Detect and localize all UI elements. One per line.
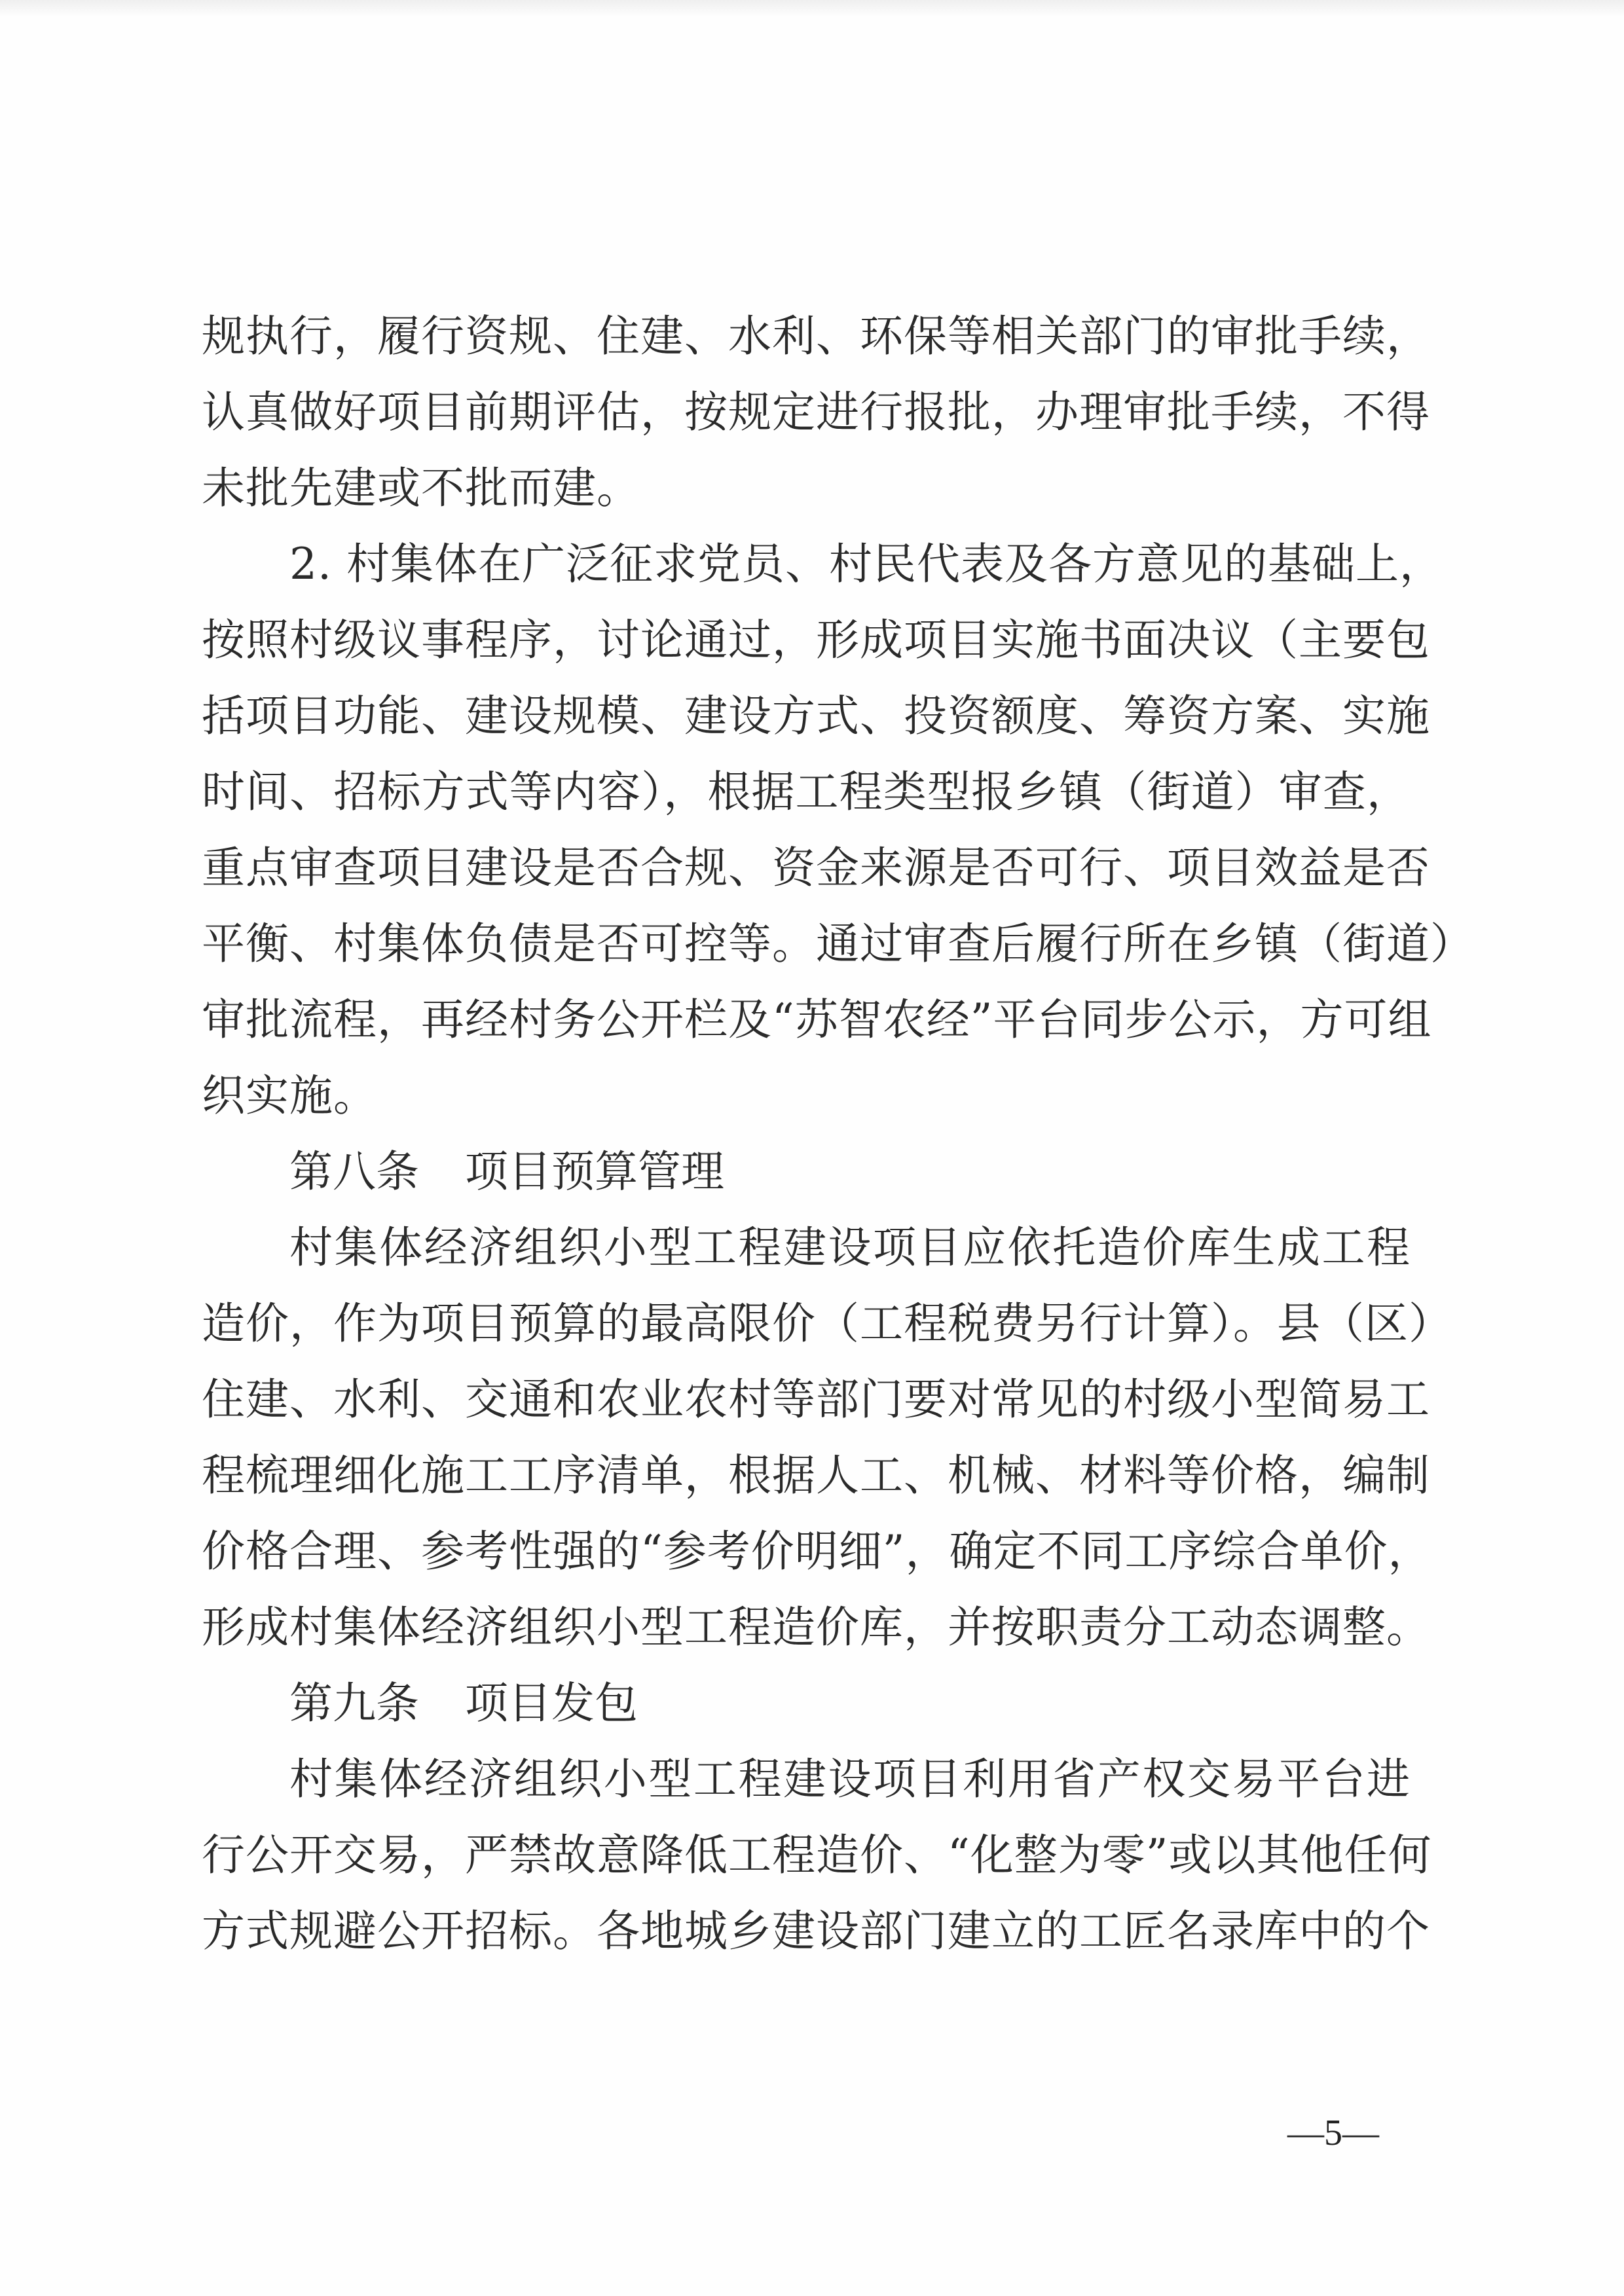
paragraph-line: 织实施。 <box>202 1070 377 1121</box>
paragraph-line: 规执行，履行资规、住建、水利、环保等相关部门的审批手续， <box>202 311 1430 361</box>
paragraph-line: 括项目功能、建设规模、建设方式、投资额度、筹资方案、实施 <box>202 691 1430 741</box>
paragraph-line: 价格合理、参考性强的“参考价明细”，确定不同工序综合单价， <box>202 1526 1432 1576</box>
paragraph-line: 审批流程，再经村务公开栏及“苏智农经”平台同步公示，方可组 <box>202 994 1432 1045</box>
paragraph-line: 方式规避公开招标。各地城乡建设部门建立的工匠名录库中的个 <box>202 1906 1430 1956</box>
paragraph-line: 村集体经济组织小型工程建设项目应依托造价库生成工程 <box>289 1222 1411 1273</box>
paragraph-line: 形成村集体经济组织小型工程造价库，并按职责分工动态调整。 <box>202 1602 1430 1652</box>
paragraph-line: 程梳理细化施工工序清单，根据人工、机械、材料等价格，编制 <box>202 1450 1430 1501</box>
article-title: 项目预算管理 <box>465 1146 724 1197</box>
paragraph-line: 2. 村集体在广泛征求党员、村民代表及各方意见的基础上， <box>289 539 1443 589</box>
article-title: 项目发包 <box>465 1678 638 1728</box>
paragraph-line: 平衡、村集体负债是否可控等。通过审查后履行所在乡镇（街道） <box>202 919 1474 969</box>
paragraph-line: 住建、水利、交通和农业农村等部门要对常见的村级小型简易工 <box>202 1374 1430 1425</box>
page-number: —5— <box>1287 2113 1379 2153</box>
paragraph-line: 重点审查项目建设是否合规、资金来源是否可行、项目效益是否 <box>202 843 1430 893</box>
scan-edge <box>0 0 1624 17</box>
article-number: 第九条 <box>289 1678 419 1728</box>
article-number: 第八条 <box>289 1146 419 1197</box>
document-body <box>202 299 1474 1969</box>
paragraph-line: 按照村级议事程序，讨论通过，形成项目实施书面决议（主要包 <box>202 615 1430 665</box>
paragraph-line: 认真做好项目前期评估，按规定进行报批，办理审批手续，不得 <box>202 387 1430 437</box>
paragraph-line: 村集体经济组织小型工程建设项目利用省产权交易平台进 <box>289 1754 1411 1804</box>
paragraph-line: 时间、招标方式等内容），根据工程类型报乡镇（街道）审查， <box>202 767 1411 817</box>
paragraph-line: 造价，作为项目预算的最高限价（工程税费另行计算）。县（区） <box>202 1298 1452 1349</box>
article-heading-8 <box>202 1134 1411 1210</box>
paragraph-line: 行公开交易，严禁故意降低工程造价、“化整为零”或以其他任何 <box>202 1830 1432 1880</box>
paragraph-line: 未批先建或不批而建。 <box>202 463 640 513</box>
article-heading-9 <box>202 1666 1411 1741</box>
